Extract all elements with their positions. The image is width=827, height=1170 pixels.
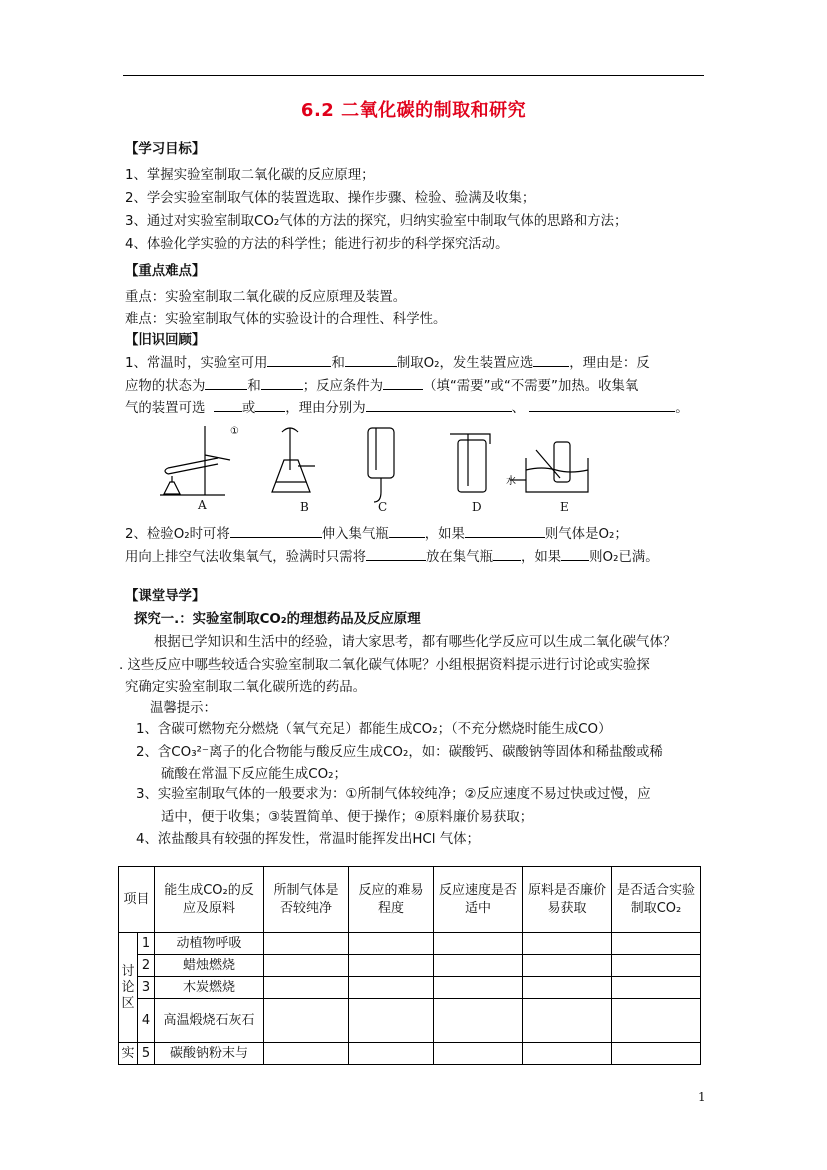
fill-blank[interactable]	[383, 377, 423, 390]
table-row	[119, 1043, 701, 1065]
apparatus-figures	[150, 420, 590, 520]
table-cell[interactable]	[264, 955, 349, 977]
group-label: 实	[119, 1043, 138, 1065]
comparison-table	[118, 866, 701, 1065]
table-cell[interactable]	[349, 999, 434, 1043]
table-header: 项目	[119, 867, 155, 933]
tips-heading: 温馨提示：	[150, 701, 217, 716]
table-cell[interactable]	[523, 999, 612, 1043]
water-label: 水	[506, 476, 516, 487]
table-cell[interactable]	[434, 1043, 523, 1065]
table-cell[interactable]	[264, 999, 349, 1043]
table-row	[119, 977, 701, 999]
row-number: 2	[138, 955, 155, 977]
table-header: 是否适合实验制取CO₂	[612, 867, 701, 933]
table-cell[interactable]	[523, 977, 612, 999]
goal-item: 3、通过对实验室制取CO₂气体的方法的探究，归纳实验室中制取气体的思路和方法；	[125, 214, 628, 229]
fill-blank[interactable]	[267, 354, 331, 367]
fill-blank[interactable]	[366, 548, 426, 561]
table-header: 能生成CO₂的反应及原料	[155, 867, 264, 933]
fill-blank[interactable]	[533, 354, 569, 367]
table-row	[119, 955, 701, 977]
fill-blank[interactable]	[366, 399, 512, 412]
fill-blank[interactable]	[230, 525, 322, 538]
table-cell[interactable]	[523, 933, 612, 955]
fill-blank[interactable]	[529, 399, 675, 412]
fill-blank[interactable]	[345, 354, 397, 367]
row-number: 5	[138, 1043, 155, 1065]
fill-blank[interactable]	[255, 399, 285, 412]
table-cell[interactable]	[264, 933, 349, 955]
table-cell[interactable]	[434, 955, 523, 977]
table-cell[interactable]	[523, 1043, 612, 1065]
table-cell[interactable]	[349, 955, 434, 977]
table-cell[interactable]	[612, 955, 701, 977]
row-item: 高温煅烧石灰石	[155, 999, 264, 1043]
table-cell[interactable]	[612, 1043, 701, 1065]
review-q1-line3: 气的装置可选 或 ，理由分别为 、 。	[125, 401, 689, 416]
focus-text: 重点：实验室制取二氧化碳的反应原理及装置。	[125, 290, 407, 305]
review-q1-line2: 应物的状态为 和 ；反应条件为 （填“需要”或“不需要”加热。收集氧	[125, 379, 639, 394]
table-cell[interactable]	[523, 955, 612, 977]
tip-item: 3、实验室制取气体的一般要求为：①所制气体较纯净；②反应速度不易过快或过慢，应	[136, 787, 651, 802]
row-item: 动植物呼吸	[155, 933, 264, 955]
explore-title: 探究一.：实验室制取CO₂的理想药品及反应原理	[134, 612, 421, 627]
classroom-heading: 【课堂导学】	[125, 589, 206, 604]
table-row	[119, 999, 701, 1043]
table-header: 反应的难易程度	[349, 867, 434, 933]
goals-heading: 【学习目标】	[125, 142, 206, 157]
row-number: 4	[138, 999, 155, 1043]
fill-blank[interactable]	[261, 377, 303, 390]
goal-item: 1、掌握实验室制取二氧化碳的反应原理；	[125, 168, 375, 183]
review-heading: 【旧识回顾】	[125, 333, 206, 348]
tip-item: 硫酸在常温下反应能生成CO₂；	[161, 767, 347, 782]
review-q2-line1: 2、检验O₂时可将 伸入集气瓶 ，如果 则气体是O₂；	[125, 527, 628, 542]
row-number: 3	[138, 977, 155, 999]
paragraph: . 这些反应中哪些较适合实验室制取二氧化碳气体呢？小组根据资料提示进行讨论或实验探	[119, 658, 650, 673]
table-cell[interactable]	[612, 933, 701, 955]
table-header: 原料是否廉价易获取	[523, 867, 612, 933]
goal-item: 2、学会实验室制取气体的装置选取、操作步骤、检验、验满及收集；	[125, 191, 536, 206]
table-cell[interactable]	[264, 977, 349, 999]
fill-blank[interactable]	[493, 548, 521, 561]
review-q2-line2: 用向上排空气法收集氧气，验满时只需将 放在集气瓶 ，如果 则O₂已满。	[125, 550, 659, 565]
review-q1-line1: 1、常温时，实验室可用 和 制取O₂，发生装置应选 ，理由是：反	[125, 356, 650, 371]
table-row	[119, 933, 701, 955]
table-cell[interactable]	[349, 977, 434, 999]
page-number: 1	[698, 1090, 706, 1104]
figure-label-d: D	[472, 500, 482, 514]
figure-label-a: A	[198, 498, 207, 512]
row-item: 碳酸钠粉末与	[155, 1043, 264, 1065]
keypoints-heading: 【重点难点】	[125, 264, 206, 279]
row-item: 木炭燃烧	[155, 977, 264, 999]
fill-blank[interactable]	[205, 377, 247, 390]
row-item: 蜡烛燃烧	[155, 955, 264, 977]
figure-label-b: B	[300, 500, 309, 514]
table-cell[interactable]	[434, 977, 523, 999]
fill-blank[interactable]	[465, 525, 545, 538]
tip-item: 4、浓盐酸具有较强的挥发性，常温时能挥发出HCl 气体；	[136, 832, 480, 847]
header-rule	[123, 75, 704, 76]
tip-item: 2、含CO₃²⁻离子的化合物能与酸反应生成CO₂，如：碳酸钙、碳酸钠等固体和稀盐酸或稀	[136, 745, 663, 760]
difficulty-text: 难点：实验室制取气体的实验设计的合理性、科学性。	[125, 312, 447, 327]
table-cell[interactable]	[264, 1043, 349, 1065]
marker-label: ①	[230, 426, 239, 437]
figure-label-c: C	[378, 500, 388, 514]
goal-item: 4、体验化学实验的方法的科学性；能进行初步的科学探究活动。	[125, 237, 509, 252]
table-cell[interactable]	[612, 977, 701, 999]
tip-item: 1、含碳可燃物充分燃烧（氧气充足）都能生成CO₂；（不充分燃烧时能生成CO）	[136, 722, 612, 737]
table-header: 反应速度是否适中	[434, 867, 523, 933]
table-cell[interactable]	[349, 933, 434, 955]
table-header: 所制气体是否较纯净	[264, 867, 349, 933]
paragraph: 根据已学知识和生活中的经验，请大家思考，都有哪些化学反应可以生成二氧化碳气体？	[154, 635, 677, 650]
figure-label-e: E	[560, 500, 569, 514]
table-header-row	[119, 867, 701, 933]
fill-blank[interactable]	[389, 525, 425, 538]
group-label: 讨论区	[119, 933, 138, 1043]
table-cell[interactable]	[434, 933, 523, 955]
table-cell[interactable]	[349, 1043, 434, 1065]
apparatus-drawing	[150, 420, 590, 520]
fill-blank[interactable]	[214, 399, 242, 412]
page-title: 6.2 二氧化碳的制取和研究	[300, 100, 527, 121]
table-cell[interactable]	[434, 999, 523, 1043]
fill-blank[interactable]	[561, 548, 589, 561]
table-cell[interactable]	[612, 999, 701, 1043]
row-number: 1	[138, 933, 155, 955]
paragraph: 究确定实验室制取二氧化碳所选的药品。	[125, 680, 367, 695]
tip-item: 适中，便于收集；③装置简单、便于操作；④原料廉价易获取；	[161, 810, 534, 825]
